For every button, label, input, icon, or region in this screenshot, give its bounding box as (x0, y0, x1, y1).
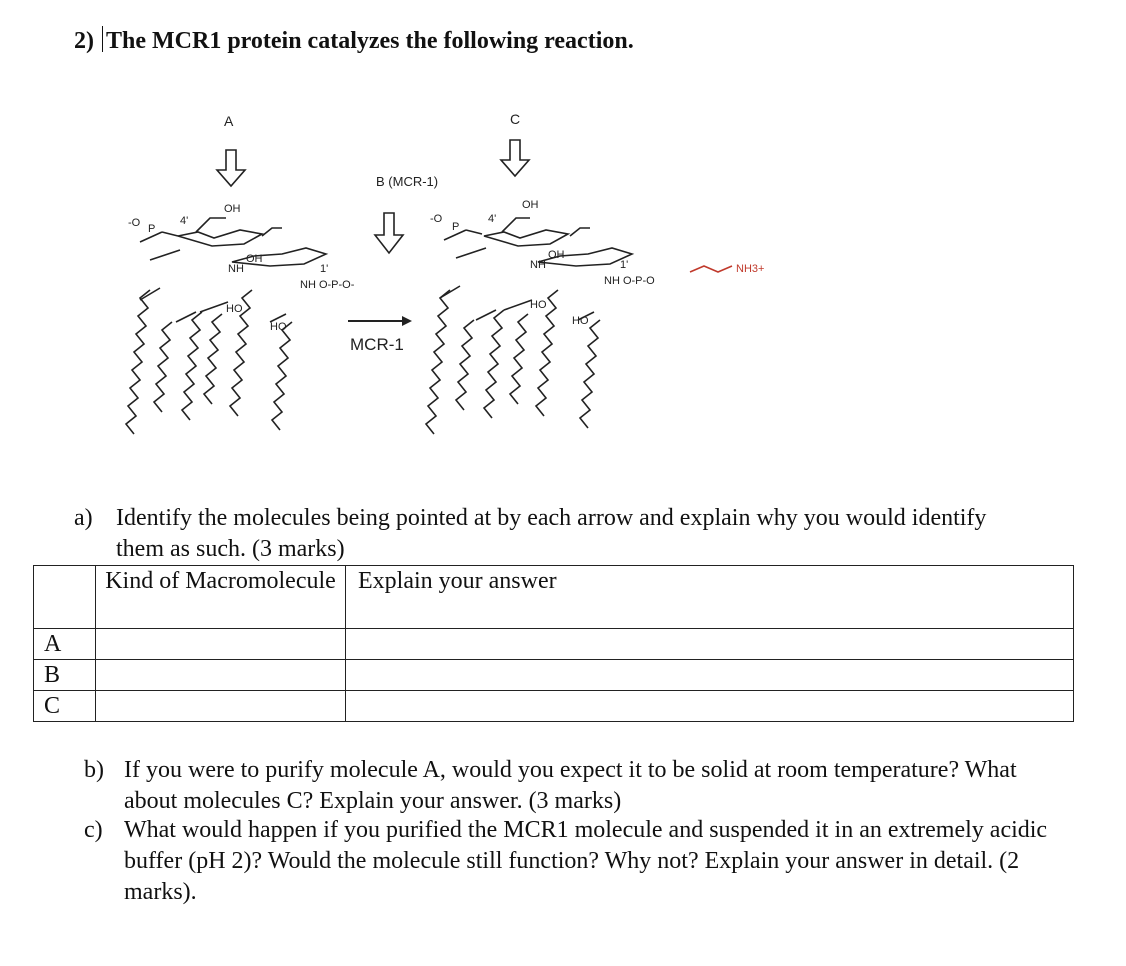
part-b (84, 755, 1074, 817)
chem-minus-o: -O (430, 213, 443, 225)
reaction-label: MCR-1 (350, 335, 404, 354)
acyl-chain-left-2 (154, 322, 172, 412)
part-a-text: Identify the molecules being pointed at by each arrow and explain why you would identify them as such. (3 marks) (116, 505, 987, 562)
acyl-chain-left-6 (272, 322, 292, 430)
chem-nh3: NH3+ (736, 263, 765, 275)
answer-cell-b-kind[interactable] (96, 660, 346, 691)
table-header-kind: Kind of Macromolecule (96, 566, 346, 629)
chem-minus-o: -O (128, 217, 141, 229)
question-title-text: The MCR1 protein catalyzes the following reaction. (106, 28, 634, 54)
chem-nh-o-p: NH O-P-O- (300, 279, 355, 291)
acyl-chain-left-3 (182, 312, 202, 420)
table-header-explain: Explain your answer (346, 566, 1074, 629)
chem-oh: OH (246, 253, 263, 265)
arrow-a-icon (217, 150, 245, 186)
chem-ho: HO (572, 315, 589, 327)
arrow-b-icon (375, 213, 403, 253)
chem-oh: OH (522, 199, 539, 211)
acyl-chain-right-3 (484, 310, 504, 418)
table-corner-cell (34, 566, 96, 629)
arrow-label-a: A (224, 113, 234, 129)
answer-cell-c-kind[interactable] (96, 691, 346, 722)
table-row-label: C (34, 691, 96, 722)
part-b-label: b) (84, 757, 104, 783)
arrow-label-c: C (510, 111, 521, 127)
chem-p: P (148, 223, 156, 235)
chem-ho: HO (226, 303, 243, 315)
chem-nh: NH (228, 263, 244, 275)
chem-oh: OH (224, 203, 241, 215)
ethanolamine-tail (690, 266, 732, 272)
reaction-figure (0, 90, 1126, 490)
arrow-label-b: B (MCR-1) (376, 174, 439, 189)
acyl-chain-right-4 (510, 314, 528, 404)
answer-table (33, 565, 1074, 722)
part-c-label: c) (84, 817, 103, 843)
chem-four-prime: 4' (180, 215, 189, 227)
acyl-chain-left-1 (126, 290, 150, 434)
chem-nh-o-p-o: NH O-P-O (604, 275, 655, 287)
question-title (74, 26, 634, 55)
sugar-ring-left-1 (178, 230, 262, 246)
answer-cell-c-explain[interactable] (346, 691, 1074, 722)
chem-ho: HO (530, 299, 547, 311)
sugar-ring-right-1 (484, 230, 568, 246)
text-cursor (102, 26, 103, 52)
chem-four-prime: 4' (488, 213, 497, 225)
reaction-arrow-head (402, 316, 412, 326)
table-row-label: A (34, 629, 96, 660)
question-number: 2) (74, 28, 94, 54)
part-c-text: What would happen if you purified the MCR1 molecule and suspended it in an extremely acidic buffer (pH 2)? Would the molecule still function? Why not? Explain your answer in detail. (2 marks). (124, 817, 1048, 905)
chem-oh: OH (548, 249, 565, 261)
acyl-chain-left-4 (204, 314, 222, 404)
answer-cell-a-explain[interactable] (346, 629, 1074, 660)
answer-cell-a-kind[interactable] (96, 629, 346, 660)
chem-one-prime: 1' (620, 259, 629, 271)
acyl-chain-right-2 (456, 320, 474, 410)
part-a (74, 503, 1034, 565)
acyl-chain-right-1 (426, 290, 450, 434)
table-row-label: B (34, 660, 96, 691)
arrow-c-icon (501, 140, 529, 176)
chem-one-prime: 1' (320, 263, 329, 275)
part-c (84, 815, 1074, 908)
chem-nh: NH (530, 259, 546, 271)
part-b-text: If you were to purify molecule A, would you expect it to be solid at room temperature? What about molecules C? Explain your answer. (3 marks) (124, 757, 1017, 814)
chem-p: P (452, 221, 460, 233)
acyl-chain-right-6 (580, 320, 600, 428)
chem-ho: HO (270, 321, 287, 333)
part-a-label: a) (74, 505, 93, 531)
answer-cell-b-explain[interactable] (346, 660, 1074, 691)
